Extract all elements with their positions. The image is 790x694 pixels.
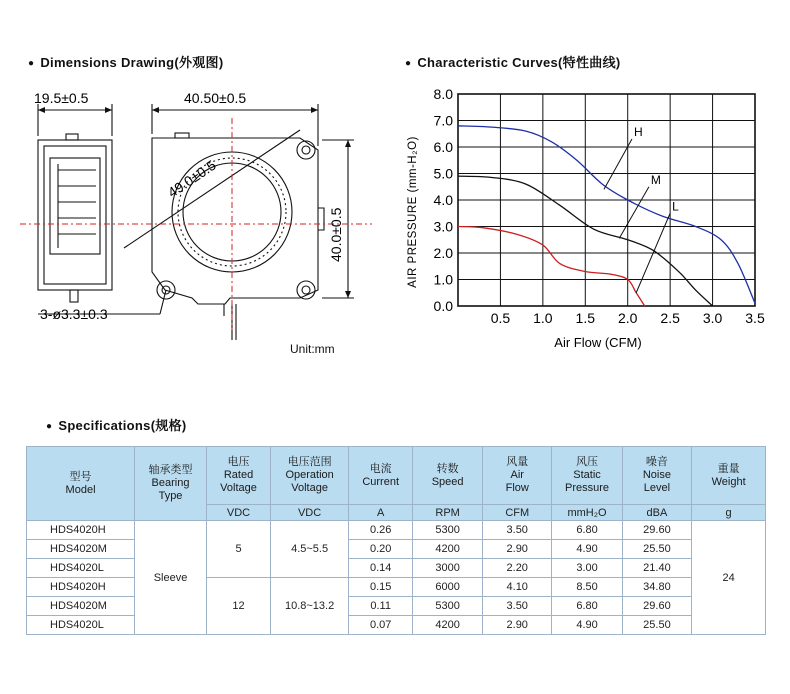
model-cell: HDS4020H (27, 521, 135, 540)
current-cell: 0.07 (349, 616, 413, 635)
column-header (349, 447, 413, 505)
air-flow-cell: 2.90 (482, 616, 551, 635)
x-tick-label: 1.5 (575, 310, 596, 326)
speed-cell: 4200 (413, 616, 483, 635)
speed-cell: 6000 (413, 578, 483, 597)
model-cell: HDS4020L (27, 559, 135, 578)
column-header-en: Level (643, 482, 671, 494)
column-header-en: Speed (431, 475, 464, 488)
column-header-cn: 风压 (576, 456, 599, 468)
holes-dimension: 3-ø3.3±0.3 (40, 306, 108, 322)
air-flow-cell: 2.20 (482, 559, 551, 578)
curves-title: Characteristic Curves (417, 55, 559, 70)
column-header-cn: 电压 (227, 456, 250, 468)
unit-cell: g (692, 505, 766, 521)
series-line-h (458, 126, 755, 304)
x-axis-label: Air Flow (CFM) (554, 335, 642, 350)
speed-cell: 5300 (413, 597, 483, 616)
noise-level-cell: 25.50 (622, 616, 692, 635)
y-tick-label: 3.0 (433, 218, 453, 235)
column-header-en: Current (362, 475, 400, 488)
speed-cell: 4200 (413, 540, 483, 559)
current-cell: 0.26 (349, 521, 413, 540)
column-header-en: Pressure (565, 482, 610, 494)
table-header-row (27, 447, 766, 505)
column-header-en: Voltage (220, 482, 257, 494)
static-pressure-cell: 4.90 (552, 616, 622, 635)
x-tick-label: 2.5 (660, 310, 680, 326)
column-header-en: Noise (642, 469, 671, 481)
column-header (482, 447, 551, 505)
voltage-range-cell: 10.8~13.2 (271, 578, 349, 635)
current-cell: 0.15 (349, 578, 413, 597)
x-tick-label: 3.0 (702, 310, 723, 326)
column-header-en: Static (573, 469, 601, 481)
y-tick-label: 0.0 (433, 298, 453, 314)
speed-cell: 5300 (413, 521, 483, 540)
column-header-en: Flow (505, 482, 529, 494)
column-header-en: Air (510, 469, 524, 481)
unit-cell: VDC (271, 505, 349, 521)
dimensions-drawing (0, 70, 380, 370)
width-dimension: 40.50±0.5 (184, 90, 247, 106)
column-header-en: Weight (711, 475, 746, 488)
column-header (413, 447, 483, 505)
column-header-cn: 风量 (506, 456, 529, 468)
column-header (135, 447, 207, 521)
table-row (27, 521, 766, 540)
noise-level-cell: 21.40 (622, 559, 692, 578)
bearing-cell: Sleeve (135, 521, 207, 635)
fan-front-view (152, 133, 324, 340)
bullet-icon: ● (405, 58, 412, 69)
current-cell: 0.14 (349, 559, 413, 578)
y-tick-label: 2.0 (433, 245, 453, 261)
x-tick-label: 1.0 (533, 310, 553, 326)
column-header-cn: 轴承类型 (148, 464, 193, 476)
current-cell: 0.20 (349, 540, 413, 559)
unit-cell: A (349, 505, 413, 521)
column-header-cn: 噪音 (645, 456, 668, 468)
column-header-cn: 电流 (369, 462, 392, 475)
column-header-cn: 型号 (69, 470, 92, 483)
series-label-l: L (672, 199, 679, 214)
model-cell: HDS4020L (27, 616, 135, 635)
column-header (692, 447, 766, 505)
bullet-icon: ● (28, 58, 35, 69)
y-axis-label: AIR PRESSURE (mm-H₂O) (407, 136, 419, 288)
rated-voltage-cell: 5 (206, 521, 270, 578)
chart-series (458, 126, 755, 306)
column-header-cn: 电压范围 (287, 456, 332, 468)
column-header-en: Rated (223, 469, 254, 481)
column-header-cn: 重量 (717, 462, 740, 475)
column-header (552, 447, 622, 505)
column-header-en: Bearing (151, 477, 190, 489)
diagonal-dimension: 49.0±0.5 (164, 156, 219, 201)
chart-ticks (434, 86, 765, 326)
column-header (206, 447, 270, 505)
unit-cell: RPM (413, 505, 483, 521)
x-tick-label: 2.0 (617, 310, 638, 326)
dimensions-title: Dimensions Drawing (40, 55, 175, 70)
y-tick-label: 1.0 (433, 271, 453, 288)
bullet-icon: ● (46, 421, 53, 432)
noise-level-cell: 34.80 (622, 578, 692, 597)
air-flow-cell: 3.50 (482, 597, 551, 616)
depth-dimension: 19.5±0.5 (34, 90, 89, 106)
voltage-range-cell: 4.5~5.5 (271, 521, 349, 578)
air-flow-cell: 3.50 (482, 521, 551, 540)
static-pressure-cell: 6.80 (552, 521, 622, 540)
x-tick-label: 0.5 (490, 310, 511, 326)
series-leader-line (619, 187, 649, 239)
unit-cell: dBA (622, 505, 692, 521)
column-header-en: Voltage (291, 482, 328, 494)
noise-level-cell: 29.60 (622, 597, 692, 616)
chart-labels (604, 125, 679, 293)
specs-title: Specifications (58, 418, 151, 433)
unit-cell: VDC (206, 505, 270, 521)
static-pressure-cell: 3.00 (552, 559, 622, 578)
curves-title-cn: (特性曲线) (558, 55, 621, 70)
series-line-l (458, 227, 645, 307)
column-header-cn: 转数 (436, 462, 459, 475)
characteristic-curves-chart (400, 70, 790, 370)
y-tick-label: 5.0 (433, 165, 453, 182)
column-header-en: Model (65, 483, 96, 496)
air-flow-cell: 2.90 (482, 540, 551, 559)
model-cell: HDS4020M (27, 597, 135, 616)
y-tick-label: 4.0 (433, 192, 453, 208)
unit-cell: CFM (482, 505, 551, 521)
static-pressure-cell: 6.80 (552, 597, 622, 616)
column-header (27, 447, 135, 521)
column-header-en: Operation (285, 469, 334, 481)
series-label-h: H (633, 125, 643, 140)
fan-side-view (38, 134, 112, 302)
weight-cell: 24 (692, 521, 766, 635)
speed-cell: 3000 (413, 559, 483, 578)
curves-heading (405, 52, 621, 71)
unit-label: Unit:mm (290, 342, 335, 356)
y-tick-label: 6.0 (433, 139, 453, 155)
column-header (271, 447, 349, 505)
unit-cell: mmH₂O (552, 505, 622, 521)
x-tick-label: 3.5 (745, 310, 765, 326)
dimensions-title-cn: (外观图) (174, 55, 224, 70)
y-tick-label: 7.0 (433, 112, 453, 129)
specs-title-cn: (规格) (150, 418, 187, 433)
static-pressure-cell: 4.90 (552, 540, 622, 559)
y-tick-label: 8.0 (433, 86, 453, 102)
column-header (622, 447, 692, 505)
specifications-table (26, 446, 766, 635)
noise-level-cell: 29.60 (622, 521, 692, 540)
static-pressure-cell: 8.50 (552, 578, 622, 597)
dimensions-heading (28, 52, 224, 71)
rated-voltage-cell: 12 (206, 578, 270, 635)
model-cell: HDS4020M (27, 540, 135, 559)
specs-heading (46, 415, 187, 434)
air-flow-cell: 4.10 (482, 578, 551, 597)
height-dimension: 40.0±0.5 (328, 207, 344, 262)
column-header-en: Type (158, 490, 183, 502)
series-label-m: M (650, 172, 661, 187)
model-cell: HDS4020H (27, 578, 135, 597)
noise-level-cell: 25.50 (622, 540, 692, 559)
current-cell: 0.11 (349, 597, 413, 616)
